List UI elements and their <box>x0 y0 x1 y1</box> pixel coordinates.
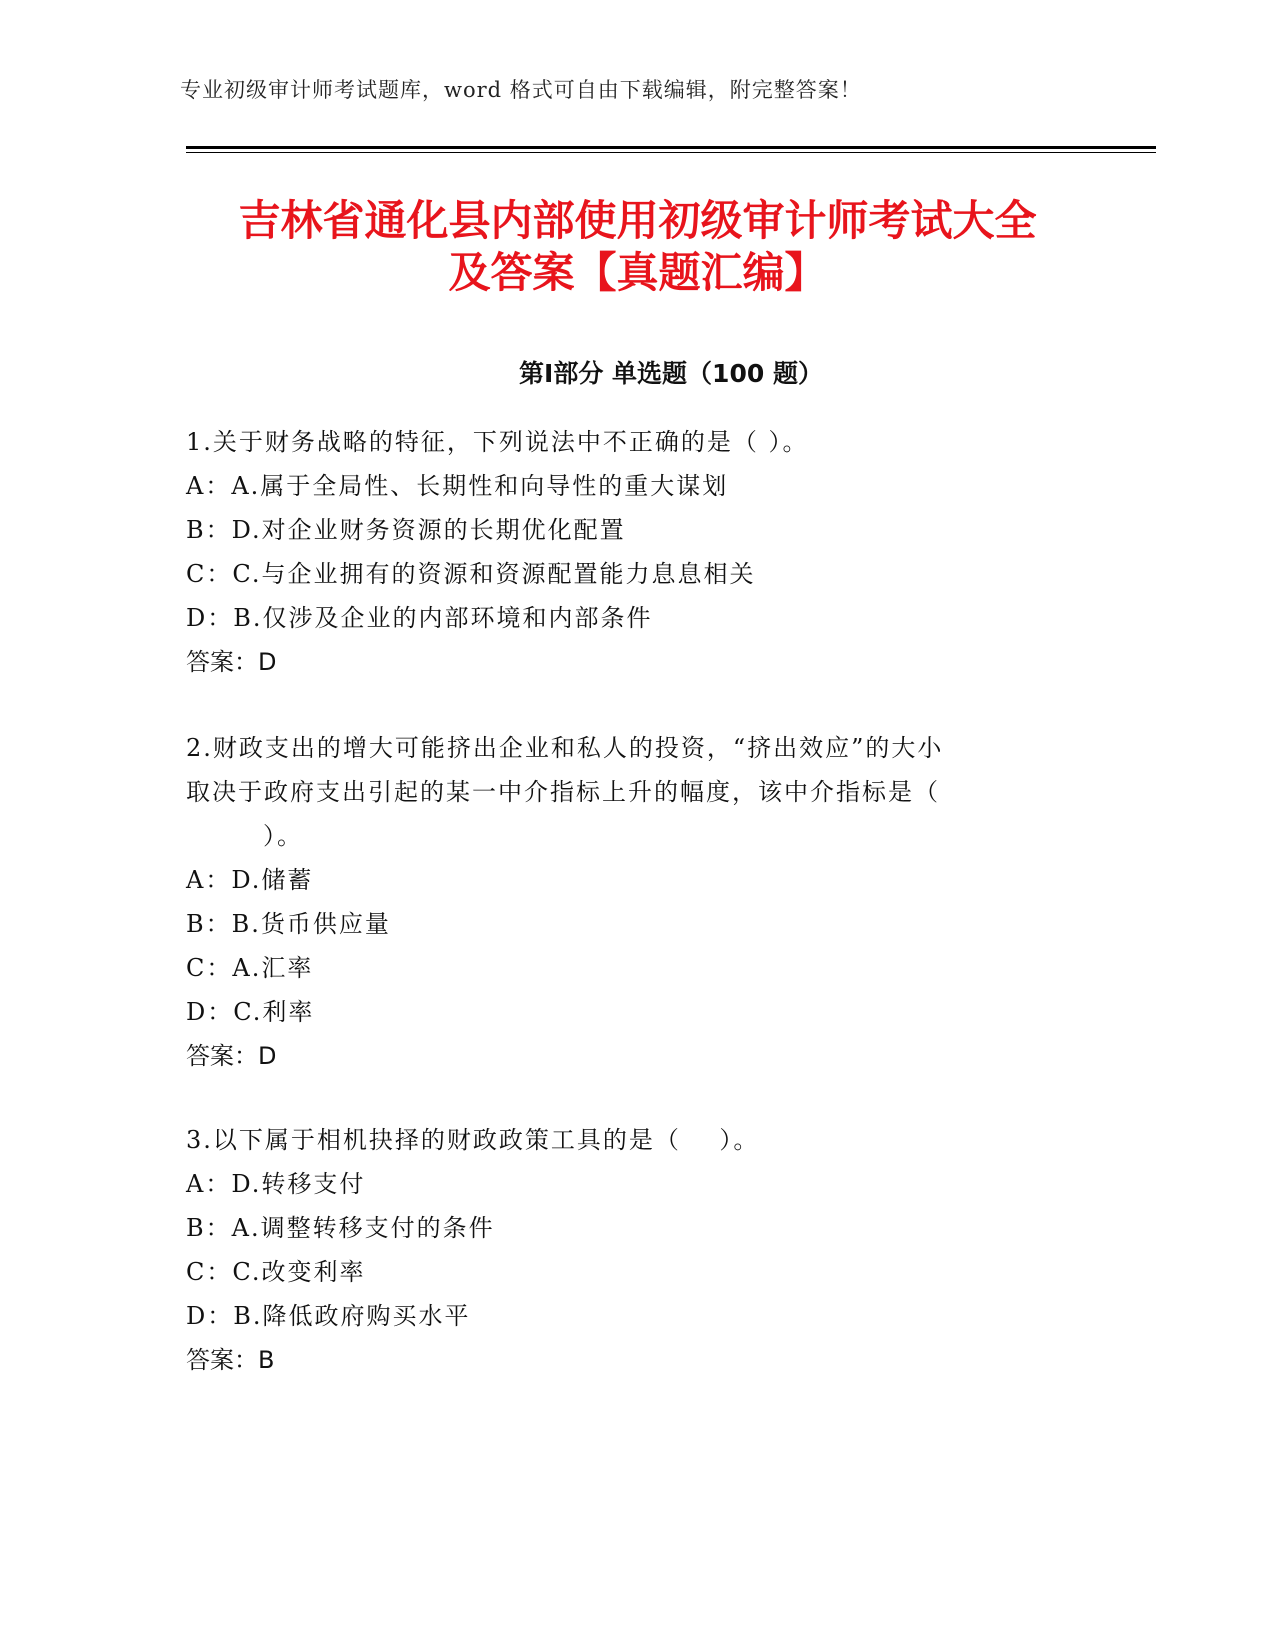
question-3 <box>186 1118 1066 1382</box>
option-b: B：D.对企业财务资源的长期优化配置 <box>186 516 626 544</box>
option-a: A：D.储蓄 <box>186 866 314 894</box>
answer: 答案：D <box>186 648 277 676</box>
header-rule-thin <box>186 152 1156 153</box>
option-c: C：C.与企业拥有的资源和资源配置能力息息相关 <box>186 560 756 588</box>
option-d: D：C.利率 <box>186 998 315 1026</box>
page-header: 专业初级审计师考试题库，word 格式可自由下载编辑，附完整答案！ <box>180 78 862 102</box>
question-stem-line-1: 2.财政支出的增大可能挤出企业和私人的投资，“挤出效应”的大小 <box>186 734 944 762</box>
option-b: B：A.调整转移支付的条件 <box>186 1214 495 1242</box>
section-title: 第Ⅰ部分 单选题（100 题） <box>519 359 823 388</box>
option-c: C：C.改变利率 <box>186 1258 366 1286</box>
question-stem: 3.以下属于相机抉择的财政政策工具的是（ ）。 <box>186 1126 760 1154</box>
option-d: D：B.降低政府购买水平 <box>186 1302 471 1330</box>
option-a: A：D.转移支付 <box>186 1170 366 1198</box>
question-stem-line-3: ）。 <box>186 822 304 850</box>
option-a: A：A.属于全局性、长期性和向导性的重大谋划 <box>186 472 729 500</box>
document-title <box>130 195 1145 299</box>
option-b: B：B.货币供应量 <box>186 910 391 938</box>
question-stem-line-2: 取决于政府支出引起的某一中介指标上升的幅度，该中介指标是（ <box>186 778 940 806</box>
question-2 <box>186 726 1066 1078</box>
question-1 <box>186 420 1066 684</box>
option-c: C：A.汇率 <box>186 954 314 982</box>
header-rule-thick <box>186 146 1156 149</box>
document-title-line-2: 及答案【真题汇编】 <box>448 248 827 297</box>
option-d: D：B.仅涉及企业的内部环境和内部条件 <box>186 604 653 632</box>
answer: 答案：B <box>186 1346 275 1374</box>
document-title-line-1: 吉林省通化县内部使用初级审计师考试大全 <box>238 196 1037 245</box>
answer: 答案：D <box>186 1042 277 1070</box>
question-stem: 1.关于财务战略的特征，下列说法中不正确的是（ ）。 <box>186 428 809 456</box>
